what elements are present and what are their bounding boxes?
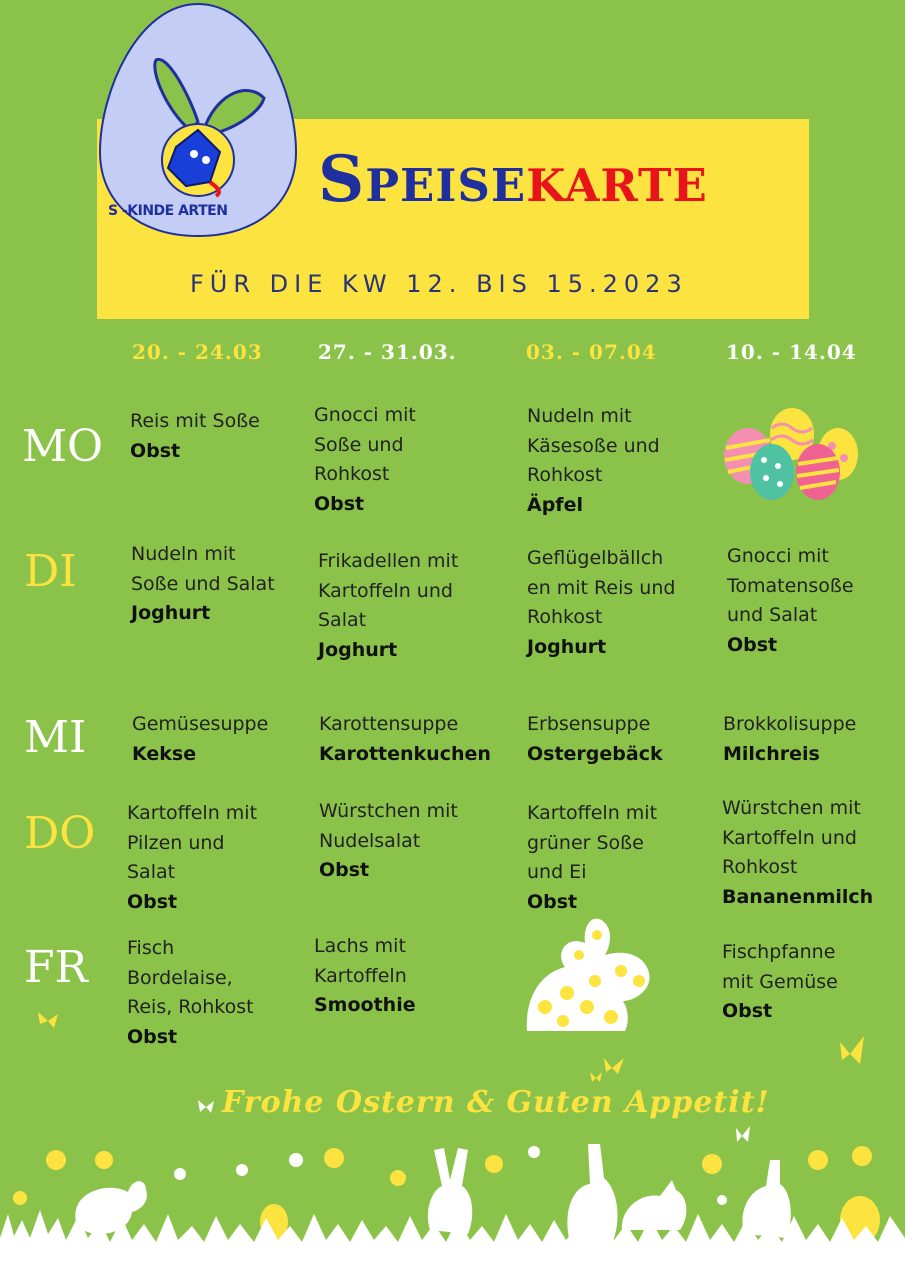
menu-cell-di-1 <box>131 540 275 629</box>
footer-greeting: Frohe Ostern & Guten Appetit! <box>222 1085 770 1120</box>
logo-text: S -KINDE ARTEN <box>108 203 228 219</box>
menu-cell-mo-3 <box>527 402 660 520</box>
day-label-mo: MO <box>22 421 104 472</box>
meal-text: Würstchen mit Nudelsalat <box>319 800 458 852</box>
dessert-text: Obst <box>319 859 370 881</box>
butterfly-icon <box>588 1054 628 1084</box>
title-part-blue: Speise <box>318 142 527 217</box>
dessert-text: Joghurt <box>131 602 211 624</box>
page-title <box>318 142 708 217</box>
menu-cell-do-2 <box>319 797 458 886</box>
meal-text: Karottensuppe <box>319 713 459 735</box>
menu-cell-di-4 <box>727 542 854 660</box>
dessert-text: Äpfel <box>527 493 583 516</box>
menu-cell-di-3 <box>527 544 675 662</box>
menu-cell-mi-4 <box>723 710 856 769</box>
meal-text: Gnocci mit Tomatensoße und Salat <box>727 545 854 626</box>
week-header-2: 27. - 31.03. <box>318 340 457 364</box>
menu-cell-do-4 <box>722 794 873 912</box>
butterfly-icon <box>36 1010 60 1032</box>
meal-text: Fischpfanne mit Gemüse <box>722 941 838 993</box>
day-label-di: DI <box>24 546 77 597</box>
dessert-text: Milchreis <box>723 742 820 765</box>
menu-cell-fr-2 <box>314 932 416 1021</box>
menu-cell-mo-1 <box>130 407 260 466</box>
dessert-text: Joghurt <box>527 635 607 658</box>
dessert-text: Ostergebäck <box>527 742 663 765</box>
meal-text: Nudeln mit Käsesoße und Rohkost <box>527 405 660 486</box>
meal-text: Lachs mit Kartoffeln <box>314 935 407 987</box>
dessert-text: Obst <box>727 633 778 656</box>
meal-text: Gnocci mit Soße und Rohkost <box>314 404 416 485</box>
dessert-text: Obst <box>722 1000 773 1022</box>
meal-text: Brokkolisuppe <box>723 713 857 735</box>
title-part-red: karte <box>526 142 708 217</box>
meal-text: Kartoffeln mit Pilzen und Salat <box>127 802 258 883</box>
page-subtitle: FÜR DIE KW 12. BIS 15.2023 <box>190 270 688 298</box>
menu-cell-fr-1 <box>127 934 254 1052</box>
grass-silhouette-icon <box>0 1130 905 1280</box>
dessert-text: Karottenkuchen <box>319 742 491 765</box>
week-header-4: 10. - 14.04 <box>726 340 857 364</box>
dessert-text: Obst <box>527 890 578 913</box>
meal-text: Geflügelbällch en mit Reis und Rohkost <box>527 547 676 628</box>
dessert-text: Kekse <box>132 742 197 765</box>
dessert-text: Obst <box>127 1025 178 1048</box>
easter-eggs-icon <box>722 408 860 504</box>
day-label-mi: MI <box>24 712 87 763</box>
meal-text: Nudeln mit Soße und Salat <box>131 543 275 595</box>
menu-cell-mo-2 <box>314 401 416 519</box>
meal-text: Gemüsesuppe <box>132 713 269 735</box>
dessert-text: Joghurt <box>318 638 398 661</box>
meal-text: Würstchen mit Kartoffeln und Rohkost <box>722 797 861 878</box>
day-label-fr: FR <box>24 942 88 993</box>
menu-cell-mi-2 <box>319 710 491 769</box>
dessert-text: Obst <box>130 439 181 462</box>
bunny-icon <box>525 915 653 1033</box>
menu-cell-mi-3 <box>527 710 663 769</box>
menu-cell-fr-4 <box>722 938 838 1027</box>
meal-text: Frikadellen mit Kartoffeln und Salat <box>318 550 459 631</box>
dessert-text: Smoothie <box>314 994 416 1016</box>
menu-cell-do-1 <box>127 799 257 917</box>
meal-text: Fisch Bordelaise, Reis, Rohkost <box>127 937 254 1018</box>
dessert-text: Obst <box>127 890 178 913</box>
week-header-3: 03. - 07.04 <box>526 340 657 364</box>
meal-text: Reis mit Soße <box>130 410 260 432</box>
dessert-text: Obst <box>314 492 365 515</box>
dessert-text: Bananenmilch <box>722 885 874 908</box>
menu-cell-di-2 <box>318 547 458 665</box>
day-label-do: DO <box>24 808 96 859</box>
meal-text: Erbsensuppe <box>527 713 651 735</box>
menu-cell-mi-1 <box>132 710 268 769</box>
butterfly-icon <box>836 1034 868 1070</box>
week-header-1: 20. - 24.03 <box>132 340 263 364</box>
meal-text: Kartoffeln mit grüner Soße und Ei <box>527 802 658 883</box>
menu-cell-do-3 <box>527 799 657 917</box>
butterfly-icon <box>196 1098 216 1116</box>
